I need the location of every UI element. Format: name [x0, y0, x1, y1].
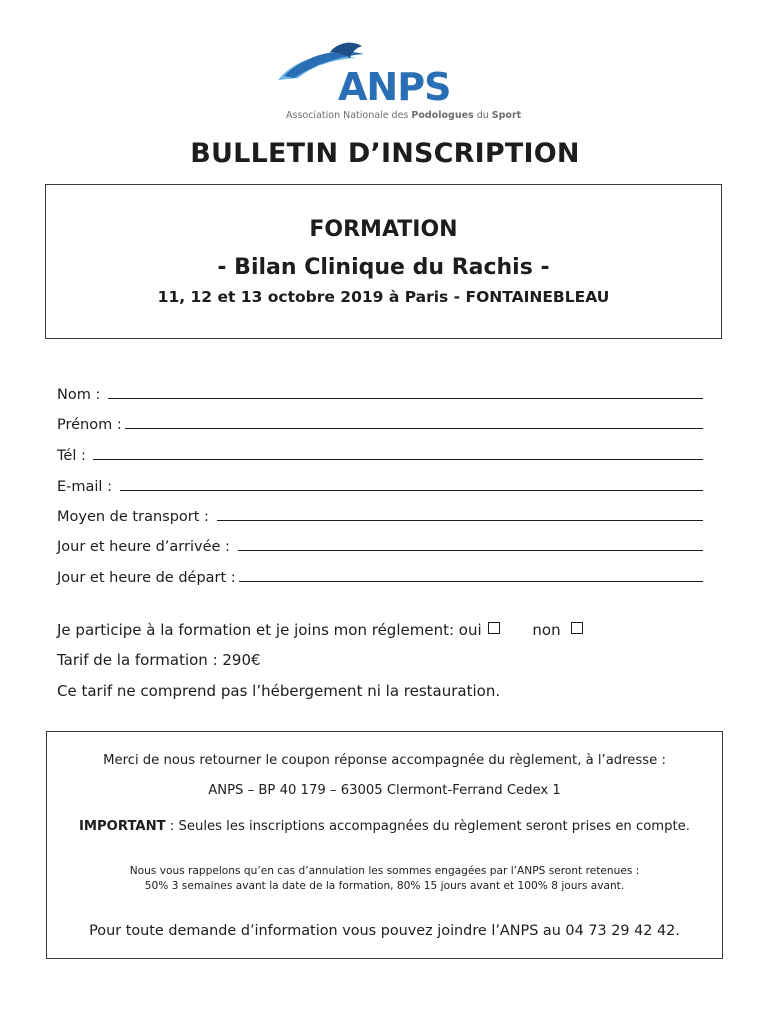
formation-box: [45, 184, 722, 339]
coupon-box: [46, 731, 723, 959]
transport-input-line[interactable]: [217, 520, 703, 521]
non-checkbox[interactable]: [571, 622, 583, 634]
cancellation-policy-line-1: Nous vous rappelons qu’en cas d’annulation les sommes engagées par l’ANPS seront retenues :: [129, 865, 640, 877]
return-instructions: Merci de nous retourner le coupon réponse accompagnée du règlement, à l’adresse :: [103, 753, 666, 768]
arrival-input-line[interactable]: [238, 550, 703, 551]
participation-text: Je participe à la formation et je joins mon réglement: oui: [57, 621, 482, 639]
non-label: non: [532, 621, 561, 639]
svg-text:Association Nationale des Podo: Association Nationale des Podologues du Sport: [286, 110, 522, 121]
tarif-text: Tarif de la formation : 290€: [57, 651, 261, 669]
formation-subtitle: - Bilan Clinique du Rachis -: [217, 255, 550, 280]
participation-row: [57, 621, 583, 639]
tel-input-line[interactable]: [93, 459, 703, 460]
email-input-line[interactable]: [120, 490, 703, 491]
arrival-field[interactable]: [57, 533, 703, 555]
tel-label: Tél :: [57, 448, 91, 464]
email-label: E-mail :: [57, 479, 117, 495]
important-label: IMPORTANT: [78, 819, 166, 834]
departure-input-line[interactable]: [239, 581, 703, 582]
important-notice: [47, 819, 722, 834]
tel-field[interactable]: [57, 442, 703, 464]
nom-field[interactable]: [57, 381, 703, 403]
arrival-label: Jour et heure d’arrivée :: [57, 539, 235, 555]
tarif-note: Ce tarif ne comprend pas l’hébergement ni la restauration.: [57, 682, 501, 700]
page-title: BULLETIN D’INSCRIPTION: [190, 138, 580, 169]
formation-label: FORMATION: [309, 217, 458, 242]
nom-label: Nom :: [57, 387, 105, 403]
cancellation-policy-line-2: 50% 3 semaines avant la date de la formation, 80% 15 jours avant et 100% 8 jours avant.: [144, 880, 625, 892]
oui-checkbox[interactable]: [488, 622, 500, 634]
departure-field[interactable]: [57, 564, 703, 586]
nom-input-line[interactable]: [108, 398, 703, 399]
prenom-input-line[interactable]: [125, 428, 703, 429]
departure-label: Jour et heure de départ :: [57, 570, 236, 586]
email-field[interactable]: [57, 473, 703, 495]
contact-info: Pour toute demande d’information vous pouvez joindre l’ANPS au 04 73 29 42 42.: [89, 923, 680, 939]
transport-field[interactable]: [57, 503, 703, 525]
svg-text:ANPS: ANPS: [338, 65, 451, 109]
prenom-label: Prénom :: [57, 417, 122, 433]
important-text: : Seules les inscriptions accompagnées du règlement seront prises en compte.: [165, 819, 690, 834]
postal-address: ANPS – BP 40 179 – 63005 Clermont-Ferrand Cedex 1: [208, 783, 561, 798]
transport-label: Moyen de transport :: [57, 509, 214, 525]
prenom-field[interactable]: [57, 411, 703, 433]
anps-logo: [270, 38, 522, 124]
formation-dates: 11, 12 et 13 octobre 2019 à Paris - FONTAINEBLEAU: [157, 288, 610, 306]
